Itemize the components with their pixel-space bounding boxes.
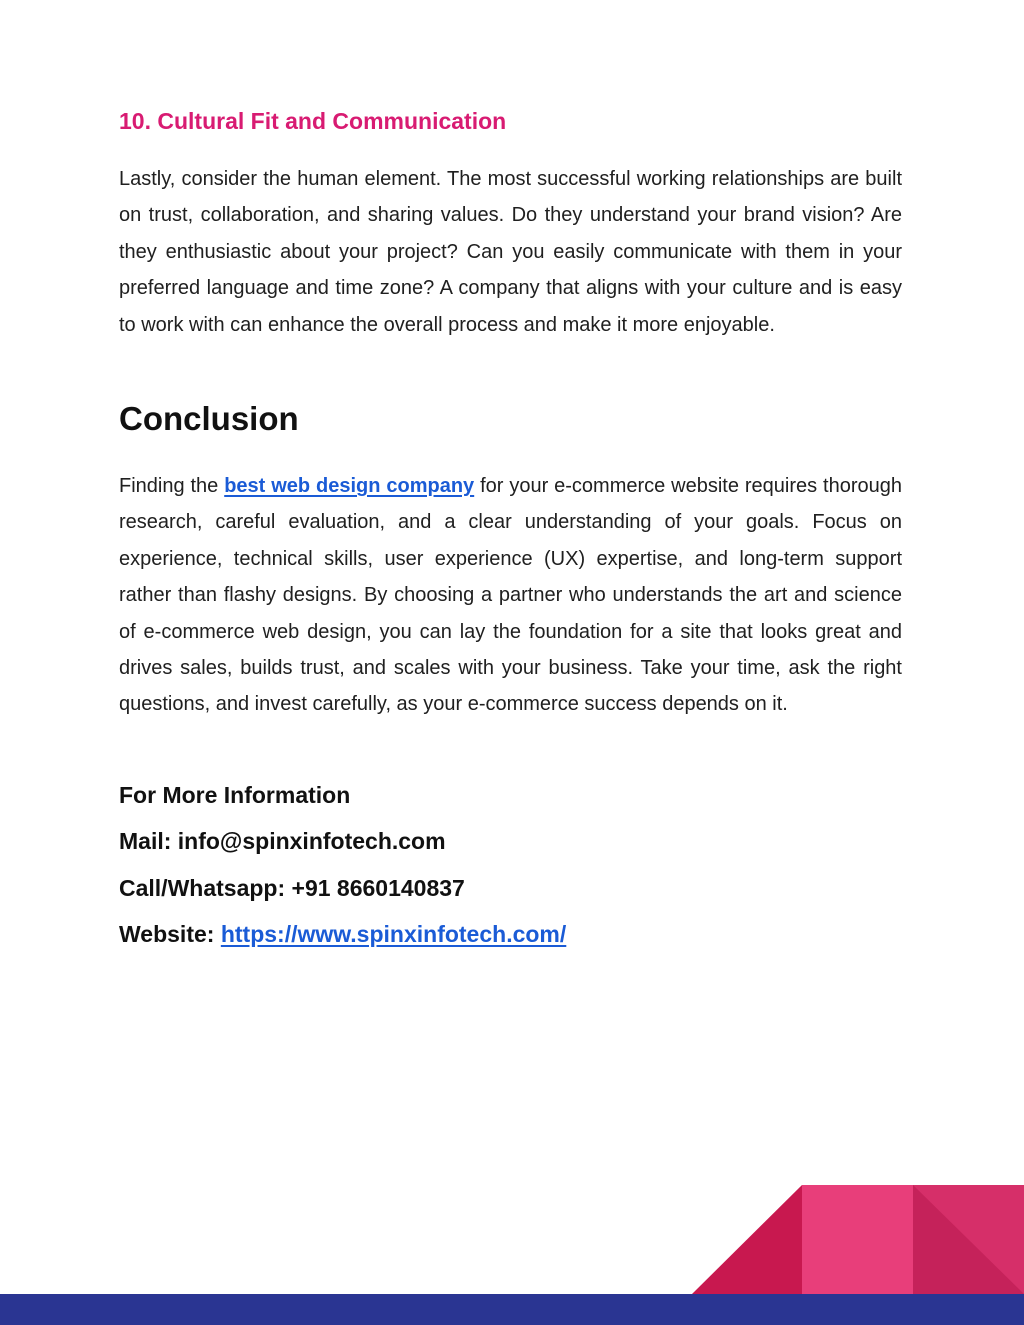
contact-heading: For More Information (119, 782, 351, 808)
section-heading: 10. Cultural Fit and Communication (119, 108, 507, 134)
contact-phone: Call/Whatsapp: +91 8660140837 (119, 875, 465, 901)
conclusion-text-before-link: Finding the (119, 475, 225, 497)
decor-triangle-left (692, 1185, 802, 1294)
footer-bar (0, 1294, 1024, 1325)
best-web-design-link[interactable]: best web design company (224, 475, 475, 497)
website-label: Website: (119, 921, 215, 947)
decor-block-middle (802, 1185, 913, 1294)
contact-mail: Mail: info@spinxinfotech.com (119, 828, 446, 854)
conclusion-heading: Conclusion (119, 400, 299, 437)
conclusion-text-after-link: for your e-commerce website requires thorough research, careful evaluation, and a clear understanding of your goals. Focus on experience, technical skills, user experience (UX) expertise, and long-term support rather than flashy designs. By choosing a partner who understands the art and science of e-commerce web design, you can lay the foundation for a site that looks great and drives sales, builds trust, and scales with your business. Take your time, ask the right questions, and invest carefully, as your e-commerce success depends on it. (119, 475, 902, 716)
section-paragraph: Lastly, consider the human element. The most successful working relationships are built on trust, collaboration, and sharing values. Do they understand your brand vision? Are they enthusiastic about your project? Can you easily communicate with them in your preferred language and time zone? A company that aligns with your culture and is easy to work with can enhance the overall process and make it more enjoyable. (119, 168, 902, 336)
website-link[interactable]: https://www.spinxinfotech.com/ (220, 921, 567, 947)
